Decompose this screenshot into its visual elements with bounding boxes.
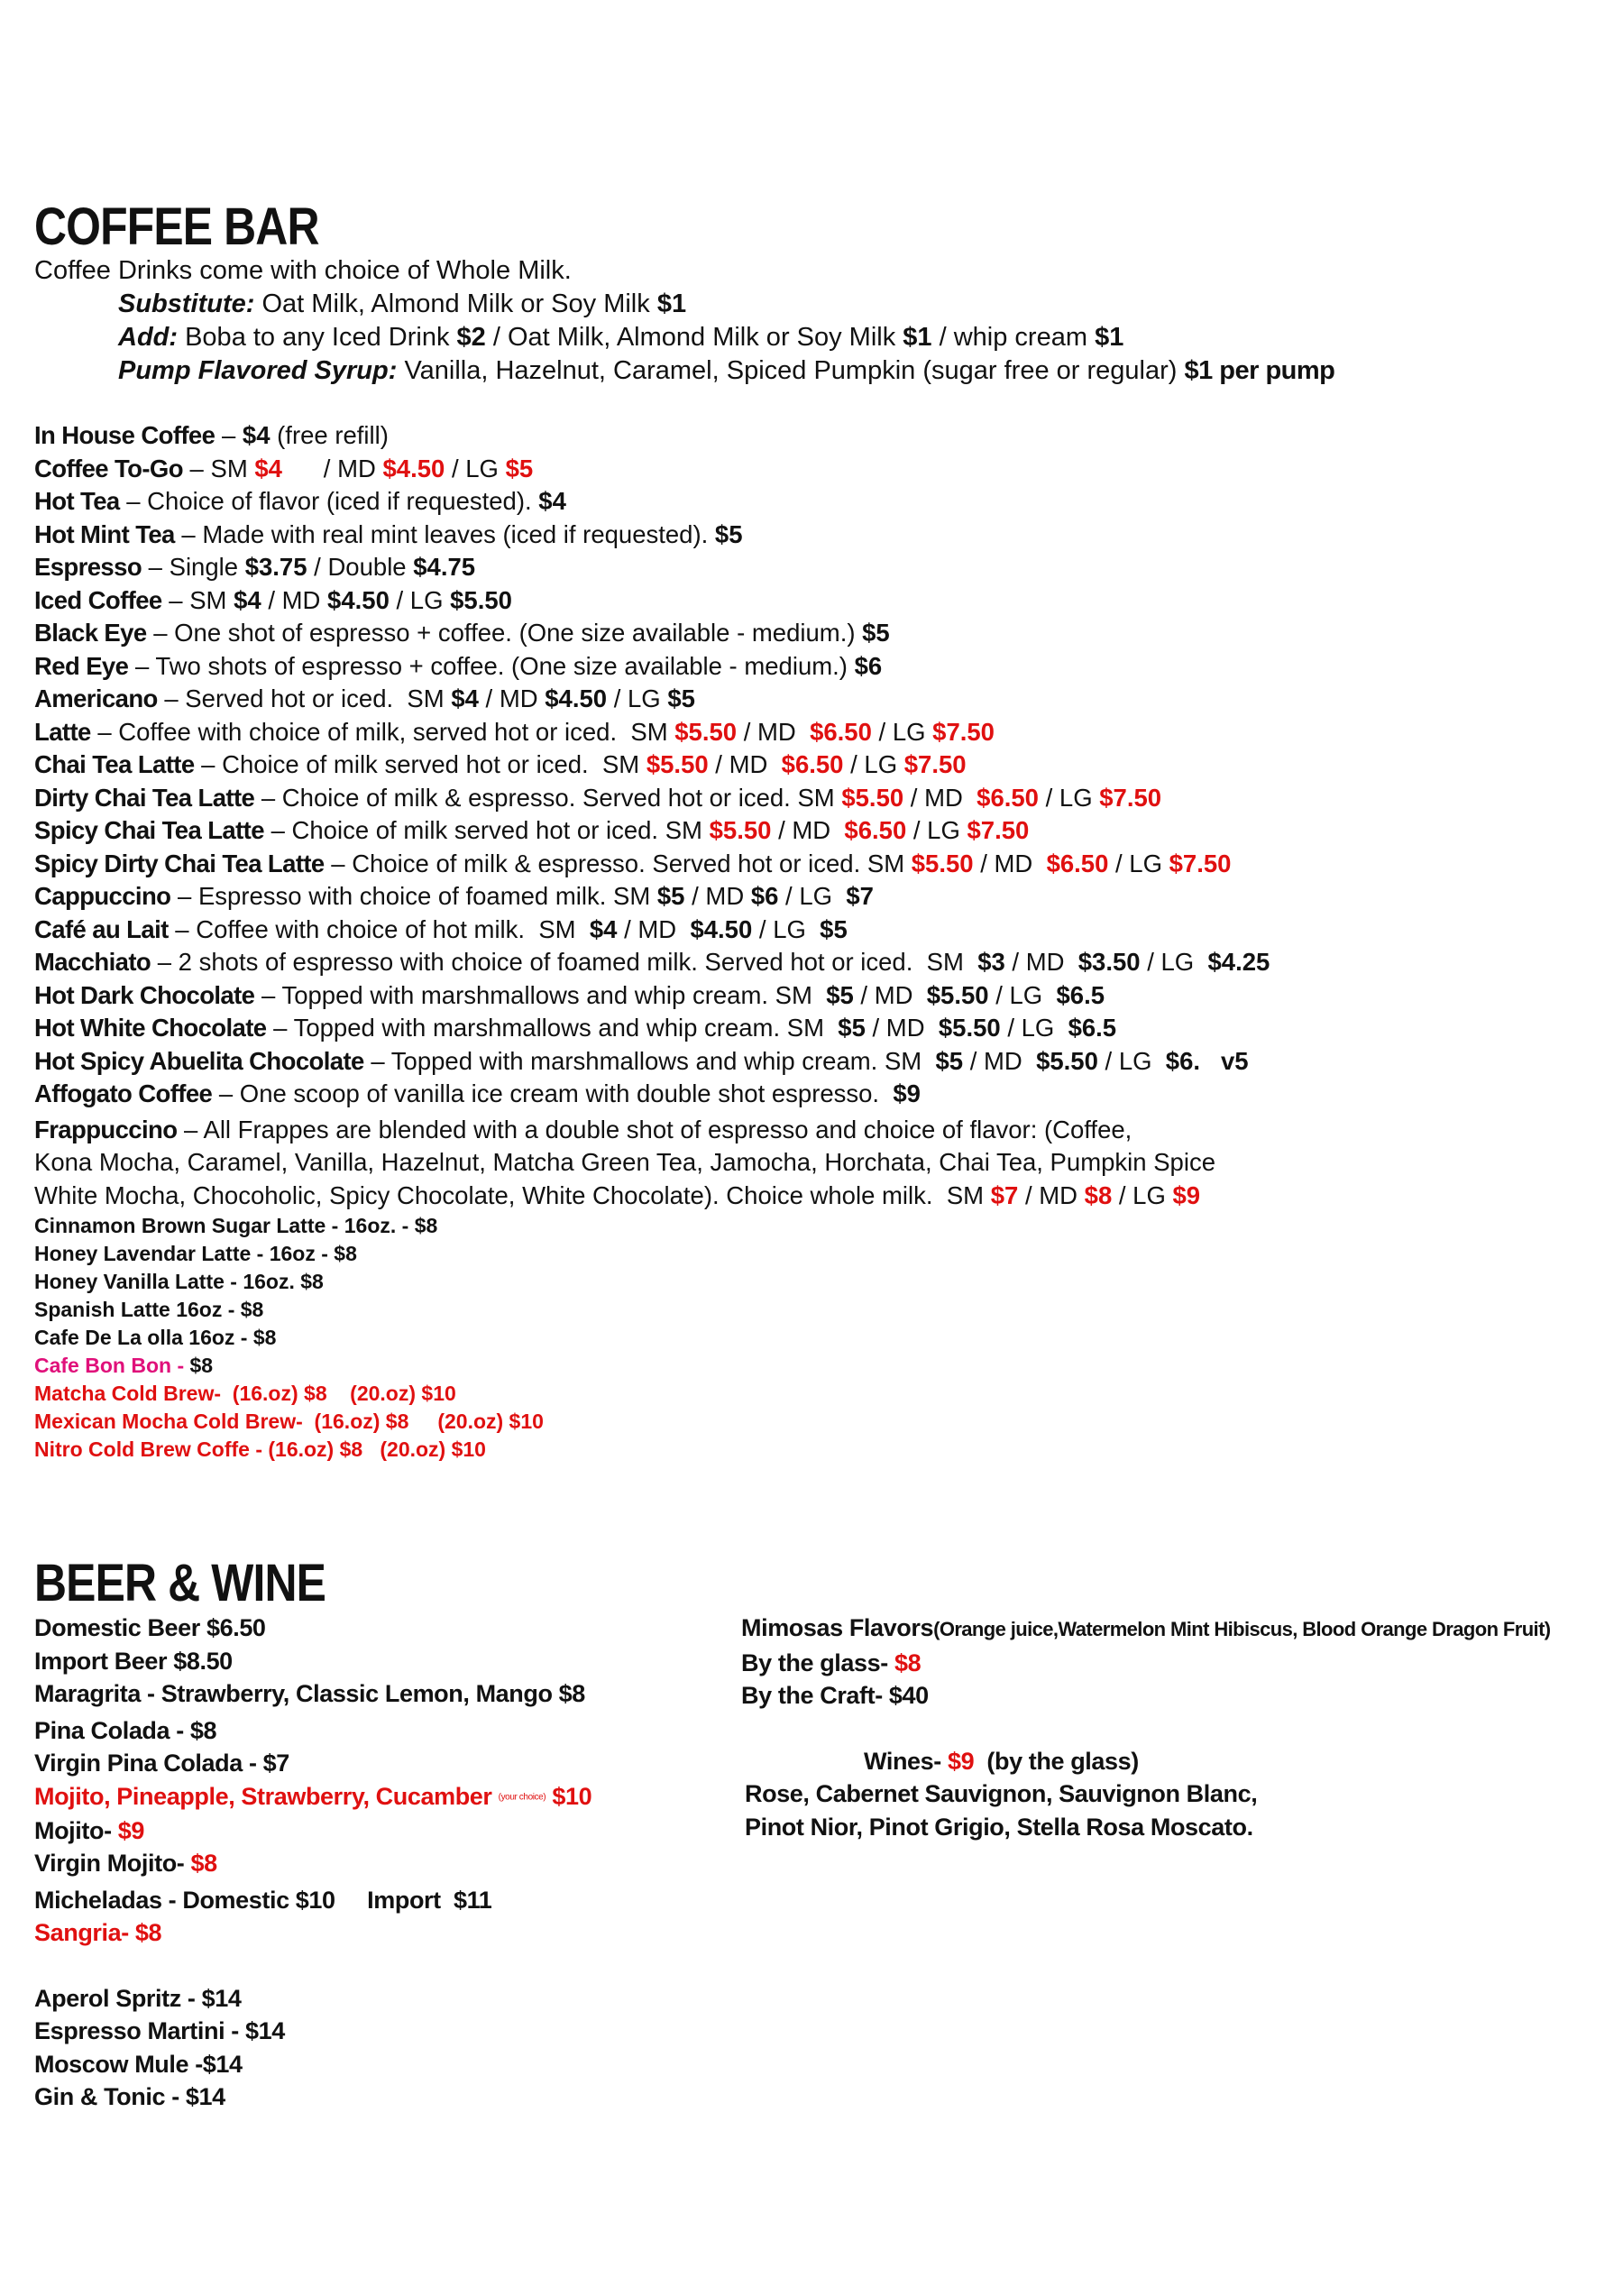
mimosas-glass: By the glass- $8 <box>741 1649 922 1676</box>
menu-item <box>34 617 1270 650</box>
special-item-bonbon: Cafe Bon Bon - $8 <box>34 1354 214 1377</box>
menu-item-description: / LG <box>988 980 1057 1009</box>
price: $6. v5 <box>1165 1046 1249 1075</box>
menu-item-name: Black Eye <box>34 619 147 647</box>
price: $7.50 <box>967 816 1030 844</box>
menu-item-name: Latte <box>34 717 91 746</box>
special-item: Cafe De La olla 16oz - $8 <box>34 1326 277 1349</box>
price: $4.50 <box>545 684 608 712</box>
price: $4 <box>234 585 261 614</box>
price: $5.50 <box>938 1014 1001 1042</box>
menu-item-name: Hot Tea <box>34 487 120 515</box>
menu-item-description: / MD <box>737 717 811 746</box>
menu-item <box>34 946 1270 979</box>
price: $7.50 <box>1099 783 1162 812</box>
menu-item-description: – Topped with marshmallows and whip cream. SM <box>266 1014 839 1042</box>
menu-item-description: / LG <box>445 454 506 482</box>
beer-item: Import Beer $8.50 <box>34 1647 233 1675</box>
menu-item-name: Cappuccino <box>34 882 171 910</box>
price: $5.50 <box>450 585 512 614</box>
price: $5.50 <box>841 783 904 812</box>
price: $5.50 <box>709 816 772 844</box>
price: $4.50 <box>327 585 390 614</box>
beer-item: Mojito, Pineapple, Strawberry, Cucamber (your choice) $10 <box>34 1782 592 1810</box>
menu-item <box>34 1045 1270 1079</box>
menu-item-description: / MD <box>771 816 845 844</box>
substitute-line: Substitute: Oat Milk, Almond Milk or Soy Milk $1 <box>118 289 687 318</box>
special-item: Honey Vanilla Latte - 16oz. $8 <box>34 1270 324 1293</box>
menu-item-name: Coffee To-Go <box>34 454 183 482</box>
wines-item: Wines- $9 (by the glass) <box>864 1747 1139 1775</box>
menu-item-description: / Double <box>307 553 414 581</box>
menu-item-description: / LG <box>1108 849 1169 877</box>
price: $5 <box>820 914 848 943</box>
menu-item-name: Hot White Chocolate <box>34 1014 267 1042</box>
menu-item-description: / LG <box>1038 783 1100 812</box>
special-item: Mexican Mocha Cold Brew- (16.oz) $8 (20.oz) $10 <box>34 1410 544 1433</box>
price: $5 <box>838 1014 866 1042</box>
menu-item-description: (free refill) <box>270 421 389 449</box>
price: $5 <box>935 1046 964 1075</box>
price: $6.50 <box>1046 849 1109 877</box>
special-item: Spanish Latte 16oz - $8 <box>34 1298 264 1321</box>
beer-item: Gin & Tonic - $14 <box>34 2083 225 2111</box>
price: $7.50 <box>1169 849 1232 877</box>
menu-item-description: – 2 shots of espresso with choice of foamed milk. Served hot or iced. SM <box>151 948 978 976</box>
menu-item-description: / MD <box>973 849 1047 877</box>
price: $3.75 <box>244 553 307 581</box>
menu-item-description: / LG <box>906 816 967 844</box>
beer-left-column <box>34 1612 591 2114</box>
coffee-bar-heading: COFFEE BAR <box>34 197 319 256</box>
price: $7.50 <box>903 750 967 778</box>
beer-item: Pina Colada - $8 <box>34 1716 217 1744</box>
menu-item <box>34 814 1270 848</box>
beer-wine-heading: BEER & WINE <box>34 1554 326 1612</box>
beer-right-column <box>741 1612 1551 1843</box>
special-item: Matcha Cold Brew- (16.oz) $8 (20.oz) $10 <box>34 1382 456 1405</box>
price: $5 <box>667 684 695 712</box>
syrup-line: Pump Flavored Syrup: Vanilla, Hazelnut, Caramel, Spiced Pumpkin (sugar free or regular) $1 per pump <box>118 356 1335 385</box>
menu-item-description: – Made with real mint leaves (iced if requested). <box>174 519 715 548</box>
menu-item-description: – Choice of milk & espresso. Served hot or iced. SM <box>254 783 842 812</box>
mimosas-craft: By the Craft- $40 <box>741 1682 929 1709</box>
price: $5 <box>656 882 685 910</box>
price: $7 <box>846 882 874 910</box>
menu-item-description: / MD <box>684 882 751 910</box>
beer-item: Sangria- $8 <box>34 1919 162 1947</box>
price: $5.50 <box>646 750 709 778</box>
menu-item-description: / MD <box>903 783 977 812</box>
menu-item <box>34 782 1270 815</box>
beer-item: Virgin Pina Colada - $7 <box>34 1750 289 1777</box>
price: $5 <box>505 454 534 482</box>
menu-item-description: / MD <box>853 980 927 1009</box>
menu-item-name: Affogato Coffee <box>34 1079 213 1107</box>
menu-item-description: / LG <box>1000 1014 1068 1042</box>
price: $6.50 <box>810 717 872 746</box>
menu-item-name: Macchiato <box>34 948 151 976</box>
menu-item <box>34 716 1270 749</box>
menu-item-description: – Choice of milk served hot or iced. SM <box>194 750 646 778</box>
menu-item-description: / LG <box>389 585 451 614</box>
add-line: Add: Boba to any Iced Drink $2 / Oat Milk, Almond Milk or Soy Milk $1 / whip cream $1 <box>118 323 1124 352</box>
menu-item <box>34 650 1270 684</box>
coffee-items-list <box>34 419 1270 1111</box>
menu-item-description: – One scoop of vanilla ice cream with double shot espresso. <box>212 1079 894 1107</box>
special-item: Nitro Cold Brew Coffe - (16.oz) $8 (20.oz) $10 <box>34 1437 486 1461</box>
menu-item-description: / LG <box>1097 1046 1166 1075</box>
menu-item-description: – One shot of espresso + coffee. (One size available - medium.) <box>146 619 863 647</box>
price: $5.50 <box>1036 1046 1098 1075</box>
menu-item <box>34 584 1270 618</box>
menu-item-description: / LG <box>607 684 668 712</box>
price: $3 <box>977 948 1005 976</box>
menu-item-name: Spicy Dirty Chai Tea Latte <box>34 849 325 877</box>
menu-item-description: – Choice of flavor (iced if requested). <box>119 487 539 515</box>
menu-item-description: – Choice of milk & espresso. Served hot or iced. SM <box>324 849 912 877</box>
menu-item <box>34 683 1270 716</box>
price: $5.50 <box>911 849 974 877</box>
beer-item: Domestic Beer $6.50 <box>34 1614 266 1641</box>
special-item: Honey Lavendar Latte - 16oz - $8 <box>34 1242 357 1265</box>
price: $9 <box>893 1079 921 1107</box>
menu-item <box>34 453 1270 486</box>
menu-item-description: – Topped with marshmallows and whip cream. SM <box>254 980 827 1009</box>
menu-item-description: / MD <box>865 1014 939 1042</box>
menu-item-description: – SM <box>182 454 255 482</box>
menu-item-description: – Two shots of espresso + coffee. (One size available - medium.) <box>128 651 855 680</box>
price: $5 <box>862 619 890 647</box>
menu-item <box>34 1078 1270 1111</box>
beer-item: Maragrita - Strawberry, Classic Lemon, Mango $8 <box>34 1680 585 1707</box>
menu-item-description: / MD <box>281 454 383 482</box>
beer-item: Virgin Mojito- $8 <box>34 1850 217 1878</box>
menu-item-description: / LG <box>871 717 933 746</box>
menu-item <box>34 519 1270 552</box>
price: $6.50 <box>844 816 907 844</box>
beer-item: Aperol Spritz - $14 <box>34 1984 242 2012</box>
menu-item-description: – <box>215 421 243 449</box>
mimosas-item: Mimosas Flavors(Orange juice,Watermelon Mint Hibiscus, Blood Orange Dragon Fruit) <box>741 1614 1551 1641</box>
coffee-intro <box>34 254 1334 388</box>
menu-item-name: Chai Tea Latte <box>34 750 195 778</box>
menu-item-description: / MD <box>617 914 691 943</box>
menu-item <box>34 485 1270 519</box>
menu-item <box>34 848 1270 881</box>
menu-item-description: – Served hot or iced. SM <box>157 684 452 712</box>
menu-item <box>34 880 1270 914</box>
coffee-specials <box>34 1212 1270 1464</box>
menu-item-description: / LG <box>752 914 821 943</box>
menu-item-description: – Choice of milk served hot or iced. SM <box>263 816 710 844</box>
menu-item-name: Americano <box>34 684 158 712</box>
wines-list: Rose, Cabernet Sauvignon, Sauvignon Blanc, <box>745 1780 1258 1807</box>
menu-item-description: / MD <box>708 750 782 778</box>
menu-item <box>34 1012 1270 1045</box>
coffee-intro-text: Coffee Drinks come with choice of Whole Milk. <box>34 256 572 285</box>
menu-item <box>34 748 1270 782</box>
menu-item-name: Hot Dark Chocolate <box>34 980 255 1009</box>
menu-item-name: Café au Lait <box>34 914 169 943</box>
price: $4 <box>589 914 618 943</box>
price: $4.50 <box>382 454 445 482</box>
price: $4.75 <box>413 553 476 581</box>
menu-item-name: Spicy Chai Tea Latte <box>34 816 264 844</box>
price: $6.5 <box>1056 980 1105 1009</box>
price: $4 <box>538 487 566 515</box>
menu-item-description: / LG <box>1140 948 1208 976</box>
price: $6 <box>750 882 779 910</box>
menu-item-description: / LG <box>778 882 847 910</box>
menu-item-description: – SM <box>161 585 234 614</box>
menu-item <box>34 914 1270 947</box>
menu-item-name: Red Eye <box>34 651 129 680</box>
menu-item-name: In House Coffee <box>34 421 215 449</box>
menu-item-description: / LG <box>843 750 904 778</box>
price: $4 <box>242 421 270 449</box>
menu-item-name: Hot Spicy Abuelita Chocolate <box>34 1046 364 1075</box>
price: $6.50 <box>781 750 844 778</box>
menu-item-description: / MD <box>261 585 328 614</box>
special-item: Cinnamon Brown Sugar Latte - 16oz. - $8 <box>34 1214 438 1237</box>
menu-item-description: – Espresso with choice of foamed milk. SM <box>170 882 657 910</box>
menu-item <box>34 419 1270 453</box>
menu-item <box>34 551 1270 584</box>
menu-item-name: Dirty Chai Tea Latte <box>34 783 255 812</box>
menu-item-description: / MD <box>1004 948 1078 976</box>
menu-item-description: – Coffee with choice of hot milk. SM <box>168 914 590 943</box>
menu-item-description: – Single <box>142 553 245 581</box>
price: $5 <box>714 519 743 548</box>
coffee-items <box>34 419 1270 1464</box>
menu-item-description: – Coffee with choice of milk, served hot or iced. SM <box>90 717 675 746</box>
price: $4.25 <box>1207 948 1270 976</box>
price: $4 <box>451 684 479 712</box>
menu-item-description: / MD <box>478 684 546 712</box>
menu-item-description: / MD <box>963 1046 1037 1075</box>
menu-item-name: Hot Mint Tea <box>34 519 175 548</box>
price: $5.50 <box>926 980 989 1009</box>
menu-item-description: – Topped with marshmallows and whip cream. SM <box>363 1046 936 1075</box>
price: $4.50 <box>690 914 753 943</box>
price: $3.50 <box>1077 948 1141 976</box>
menu-item-name: Iced Coffee <box>34 585 162 614</box>
price: $5.50 <box>674 717 738 746</box>
menu-item-name: Espresso <box>34 553 142 581</box>
beer-item: Espresso Martini - $14 <box>34 2017 285 2045</box>
price: $5 <box>826 980 854 1009</box>
price: $6 <box>854 651 883 680</box>
price: $7.50 <box>932 717 995 746</box>
beer-item: Moscow Mule -$14 <box>34 2050 243 2078</box>
menu-item <box>34 979 1270 1013</box>
beer-item: Micheladas - Domestic $10 Import $11 <box>34 1886 492 1914</box>
beer-item: Mojito- $9 <box>34 1816 144 1844</box>
frappuccino-item: Frappuccino – All Frappes are blended with a double shot of espresso and choice of flavor: (Coffee, Kona Mocha, Caramel, Vanilla, Hazelnut, Matcha Green Tea, Jamocha, Horchata, Chai Tea, Pumpkin Spice White Mocha, Chocoholic, Spicy Chocolate, White Chocolate). Choice whole milk. SM $7 / MD $8 / LG $9 <box>34 1115 1215 1209</box>
price: $6.5 <box>1068 1014 1117 1042</box>
price: $6.50 <box>977 783 1039 812</box>
price: $4 <box>254 454 282 482</box>
wines-list: Pinot Nior, Pinot Grigio, Stella Rosa Moscato. <box>745 1813 1253 1841</box>
